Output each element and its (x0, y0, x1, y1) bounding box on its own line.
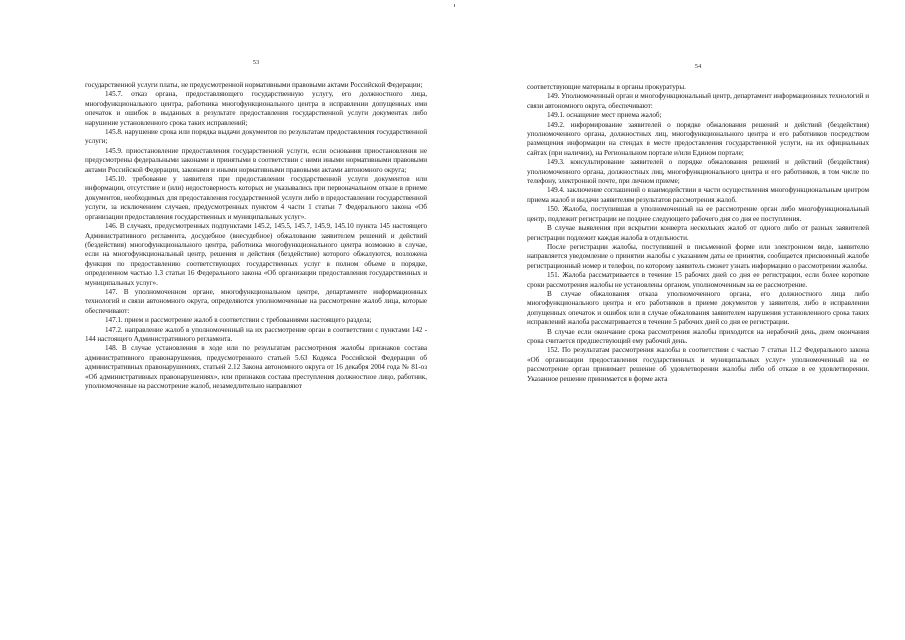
right-page (527, 0, 869, 640)
paragraph: После регистрации жалобы, поступившей в письменной форме или электронном виде, заявителю направляется уведомление о принятии жалобы с указанием даты ее принятия, сообщается присвоенный жалобе регистрационный номер и телефон, по которому заявитель сможет узнать информацию о рассмотрении жалобы. (527, 242, 869, 270)
paragraph: 145.10. требование у заявителя при предоставлении государственной услуги документов или информации, отсутствие и (или) недостоверность которых не указывались при первоначальном отказе в приеме документов, необходимых для предоставления государственной услуги либо в предоставлении государственной услуги, за исключением случаев, предусмотренных пунктом 4 части 1 статьи 7 Федерального закона «Об организации предоставления государственных и муниципальных услуг». (85, 175, 427, 221)
paragraph: В случае обжалования отказа уполномоченного органа, его должностного лица либо многофункционального центра и его работников в приеме документов у заявителя, либо в исправлении допущенных опечаток и ошибок или в случае обжалования заявителем нарушения установленного срока таких исправлений жалоба рассматривается в течение 5 рабочих дней со дня ее регистрации. (527, 289, 869, 327)
paragraph: 151. Жалоба рассматривается в течение 15 рабочих дней со дня ее регистрации, если более короткие сроки рассмотрения жалобы не установлены органом, уполномоченным на ее рассмотрение. (527, 271, 869, 289)
paragraph: 150. Жалоба, поступившая в уполномоченный на ее рассмотрение орган либо многофункциональный центр, подлежит регистрации не позднее следующего рабочего дня со дня ее поступления. (527, 205, 869, 223)
paragraph: 145.7. отказ органа, предоставляющего государственную услугу, его должностного лица, многофункционального центра, работника многофункционального центра в исправлении допущенных ими опечаток и ошибок в выданных в результате предоставления государственной услуги документах либо нарушение установленного срока таких исправлений; (85, 90, 427, 127)
paragraph: соответствующие материалы в органы прокуратуры. (527, 83, 686, 91)
paragraph: 147. В уполномоченном органе, многофункциональном центре, департаменте информационных технологий и связи автономного округа, определяются уполномоченные на рассмотрение жалоб лица, которые обеспечивают: (85, 287, 427, 315)
paragraph: 145.8. нарушение срока или порядка выдачи документов по результатам предоставления государственной услуги; (85, 128, 427, 146)
paragraph: В случае выявления при вскрытии конверта нескольких жалоб от одного либо от разных заявителей регистрации подлежит каждая жалоба в отдельности. (527, 224, 869, 242)
page-body (85, 81, 427, 391)
paragraph: 147.1. прием и рассмотрение жалоб в соответствии с требованиями настоящего раздела; (105, 316, 372, 325)
paragraph: 146. В случаях, предусмотренных подпунктами 145.2, 145.5, 145.7, 145.9, 145.10 пункта 145 настоящего Административного регламента, досудебное (внесудебное) обжалование заявителем решений и действий (бездействия) многофункционального центра, работника многофункционального центра возможно в случае, если на многофункциональный центр, решения и действия (бездействие) которого обжалуются, возложена функция по предоставлению соответствующих государственных услуг в полном объеме в порядке, определенном частью 1.3 статьи 16 Федерального закона «Об организации предоставления государственных и муниципальных услуг». (85, 222, 427, 287)
paragraph: 149.4. заключение соглашений о взаимодействии в части осуществления многофункциональным центром приема жалоб и выдачи заявителям результатов рассмотрения жалоб. (527, 186, 869, 204)
paragraph: 149.2. информирование заявителей о порядке обжалования решений и действий (бездействия) уполномоченного органа, должностных лиц, многофункционального центра и его работников посредством размещения информации на стендах в месте предоставления государственной услуги, на их официальных сайтах (при наличии), на Региональном портале и/или Едином портале; (527, 120, 869, 157)
paragraph: 149.3. консультирование заявителей о порядке обжалования решений и действий (бездействия) уполномоченного органа, должностных лиц, многофункционального центра и его работников, в том числе по телефону, электронной почте, при личном приеме; (527, 158, 869, 186)
paragraph: 149. Уполномоченный орган и многофункциональный центр, департамент информационных технологий и связи автономного округа, обеспечивают: (527, 92, 869, 110)
paragraph: 148. В случае установления в ходе или по результатам рассмотрения жалобы признаков состава административного правонарушения, предусмотренного статьей 5.63 Кодекса Российской Федерации об административных правонарушениях, статьей 2.12 Закона автономного округа от 16 декабря 2004 года № 81-оз «Об административных правонарушениях», или признаков состава преступления должностное лицо, работник, уполномоченные на рассмотрение жалоб, незамедлительно направляют (85, 344, 427, 390)
paragraph: 145.9. приостановление предоставления государственной услуги, если основания приостановления не предусмотрены федеральными законами и принятыми в соответствии с ними иными нормативными правовыми актами Российской Федерации, законами и иными нормативными правовыми актами автономного округа; (85, 146, 427, 174)
paragraph: В случае если окончание срока рассмотрения жалобы приходится на нерабочий день, днем окончания срока считается предшествующий ему рабочий день. (527, 327, 869, 345)
left-page (85, 0, 427, 640)
page-number: 54 (694, 63, 702, 70)
scan-mark (454, 4, 455, 7)
paragraph: государственной услуги платы, не предусмотренной нормативными правовыми актами Российской Федерации; (85, 81, 423, 89)
page-number: 53 (252, 59, 260, 66)
paragraph: 152. По результатам рассмотрения жалобы в соответствии с частью 7 статьи 11.2 Федерального закона «Об организации предоставления государственных и муниципальных услуг» уполномоченный на ее рассмотрение орган принимает решение об удовлетворении жалобы либо об отказе в ее удовлетворении. Указанное решение принимается в форме акта (527, 346, 869, 383)
paragraph: 147.2. направление жалоб в уполномоченный на их рассмотрение орган в соответствии с пунктами 142 - 144 настоящего Административного регламента. (85, 325, 427, 343)
page-body (527, 83, 869, 384)
paragraph: 149.1. оснащение мест приема жалоб; (547, 111, 662, 120)
